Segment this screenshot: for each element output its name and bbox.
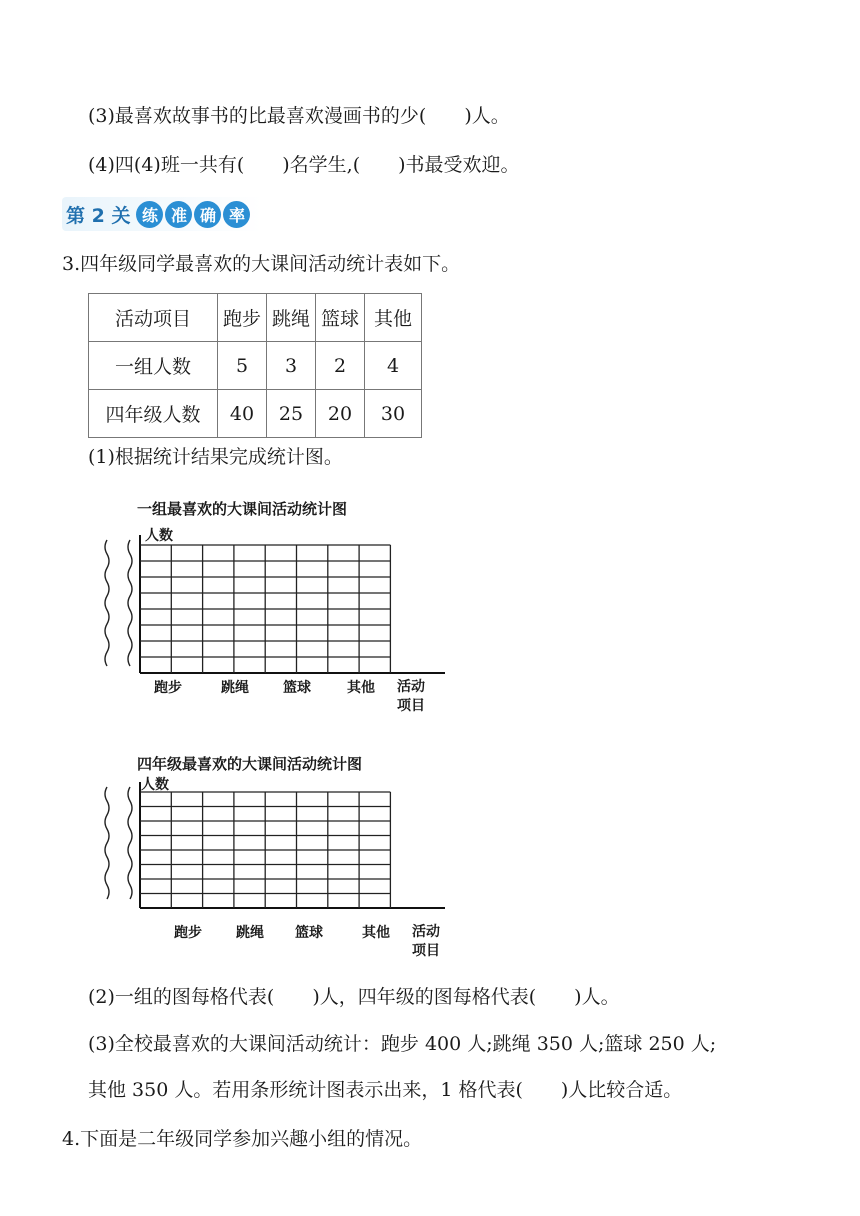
table-cell: 4 (365, 342, 422, 390)
table-cell: 跳绳 (267, 294, 316, 342)
table-cell: 一组人数 (89, 342, 218, 390)
problem-4-title: 4.下面是二年级同学参加兴趣小组的情况。 (62, 1128, 423, 1150)
question-4-line: (4)四(4)班一共有( )名学生,( )书最受欢迎。 (88, 154, 520, 176)
y-axis-label: 人数 (145, 528, 173, 544)
table-cell: 跑步 (218, 294, 267, 342)
table-cell: 25 (267, 390, 316, 438)
problem-3-part-3-cont: 其他 350 人。若用条形统计图表示出来，1 格代表( )人比较合适。 (88, 1079, 683, 1101)
y-axis-label: 人数 (141, 777, 169, 793)
table-cell: 40 (218, 390, 267, 438)
table-row (89, 342, 422, 390)
chart-grid (140, 535, 445, 673)
problem-3-part-1: (1)根据统计结果完成统计图。 (88, 446, 343, 468)
category-label: 跳绳 (221, 680, 249, 696)
table-row (89, 390, 422, 438)
chart-title: 四年级最喜欢的大课间活动统计图 (137, 755, 363, 773)
category-label: 其他 (347, 680, 375, 696)
table-cell: 20 (316, 390, 365, 438)
chart-title: 一组最喜欢的大课间活动统计图 (137, 500, 348, 518)
table-cell: 5 (218, 342, 267, 390)
table-cell: 四年级人数 (89, 390, 218, 438)
problem-3-part-2: (2)一组的图每格代表( )人，四年级的图每格代表( )人。 (88, 986, 620, 1008)
wave-mark (128, 787, 132, 899)
activity-stat-table (88, 293, 422, 438)
x-axis-label: 项目 (412, 943, 440, 959)
chart-grid (140, 782, 445, 908)
wave-mark (128, 540, 132, 666)
category-label: 其他 (362, 925, 390, 941)
group-activity-chart (95, 492, 455, 722)
problem-3-part-3: (3)全校最喜欢的大课间活动统计：跑步 400 人;跳绳 350 人;篮球 250 人; (88, 1033, 717, 1055)
wave-mark (105, 540, 109, 666)
section-badge-lead: 第 2 关 (66, 204, 131, 227)
table-cell: 篮球 (316, 294, 365, 342)
category-label: 篮球 (295, 925, 323, 941)
x-axis-label: 项目 (397, 698, 425, 714)
table-cell: 3 (267, 342, 316, 390)
wave-mark (105, 787, 109, 899)
section-badge-char: 确 (194, 201, 221, 228)
section-badge-char: 准 (165, 201, 192, 228)
problem-3-title: 3.四年级同学最喜欢的大课间活动统计表如下。 (62, 253, 461, 275)
x-axis-label: 活动 (412, 924, 440, 940)
table-cell: 活动项目 (89, 294, 218, 342)
question-3-line: (3)最喜欢故事书的比最喜欢漫画书的少( )人。 (88, 105, 510, 127)
section-badge (62, 197, 262, 231)
category-label: 跑步 (174, 925, 202, 941)
axis-break-marks (105, 540, 132, 666)
section-badge-char: 率 (223, 201, 250, 228)
section-badge-char: 练 (136, 201, 163, 228)
table-row (89, 294, 422, 342)
category-label: 跑步 (154, 680, 182, 696)
x-axis-label: 活动 (397, 679, 425, 695)
table-cell: 其他 (365, 294, 422, 342)
grade4-activity-chart (95, 747, 455, 967)
category-label: 跳绳 (236, 925, 264, 941)
category-label: 篮球 (283, 680, 311, 696)
axis-break-marks (105, 787, 132, 899)
table-cell: 30 (365, 390, 422, 438)
table-cell: 2 (316, 342, 365, 390)
